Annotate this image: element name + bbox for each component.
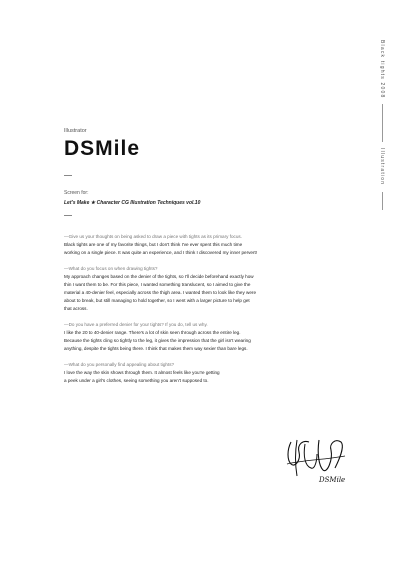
side-divider-lower xyxy=(382,192,383,210)
side-series-text: Black tights 2008 xyxy=(379,40,385,99)
question: —Do you have a preferred denier for your tights? If you do, tell us why. xyxy=(64,322,208,327)
divider-dash xyxy=(64,175,72,176)
answer-line: about to break, but still managing to hold together, so I went with a larger picture to help get xyxy=(64,298,250,303)
artist-signature xyxy=(283,430,353,490)
artist-name: DSMile xyxy=(64,137,141,160)
answer-line: working on a single piece. It was quite an experience, and I think I discovered my inner pervert! xyxy=(64,250,258,255)
divider-dash-2 xyxy=(64,215,72,216)
signature-subtext: DSMile xyxy=(319,476,346,484)
qa-block xyxy=(64,322,346,353)
side-category-text: Illustration xyxy=(379,148,385,186)
source-label: Screen for: xyxy=(64,190,89,196)
qa-block xyxy=(64,234,346,257)
role-label: Illustrator xyxy=(64,128,87,134)
answer-line: a peek under a girl's clothes, seeing something you aren't supposed to. xyxy=(64,378,209,383)
answer-line: anything, despite the tights being there. I think that makes them way sexier than bare legs. xyxy=(64,346,248,351)
question: —What do you personally find appealing about tights? xyxy=(64,362,175,367)
answer-line: My approach changes based on the denier of the tights, so I'll decide beforehand exactly how xyxy=(64,274,254,279)
answer-line: thin I want them to be. For this piece, I wanted something translucent, so I aimed to give the xyxy=(64,282,251,287)
qa-block xyxy=(64,266,346,313)
answer-line: that across. xyxy=(64,306,88,311)
side-divider xyxy=(382,104,383,142)
side-vertical-caption xyxy=(378,40,386,210)
answer-line: material a 40-denier feel, especially across the thigh area. I wanted them to look like they were xyxy=(64,290,257,295)
answer-line: Because the tights cling so tightly to the leg, it gives the impression that the girl isn't wearing xyxy=(64,338,251,343)
source-title: Let's Make ★ Character CG Illustration Techniques vol.10 xyxy=(64,200,201,206)
question: —What do you focus on when drawing tights? xyxy=(64,266,158,271)
question: —Give us your thoughts on being asked to draw a piece with tights as its primary focus. xyxy=(64,234,242,239)
answer-line: Black tights are one of my favorite things, but I don't think I've ever spent this much time xyxy=(64,242,243,247)
answer-line: I like the 20 to 40-denier range. There's a lot of skin seen through across the entire leg. xyxy=(64,330,241,335)
answer-line: I love the way the skin shows through them. It almost feels like you're getting xyxy=(64,370,220,375)
qa-block xyxy=(64,362,346,385)
